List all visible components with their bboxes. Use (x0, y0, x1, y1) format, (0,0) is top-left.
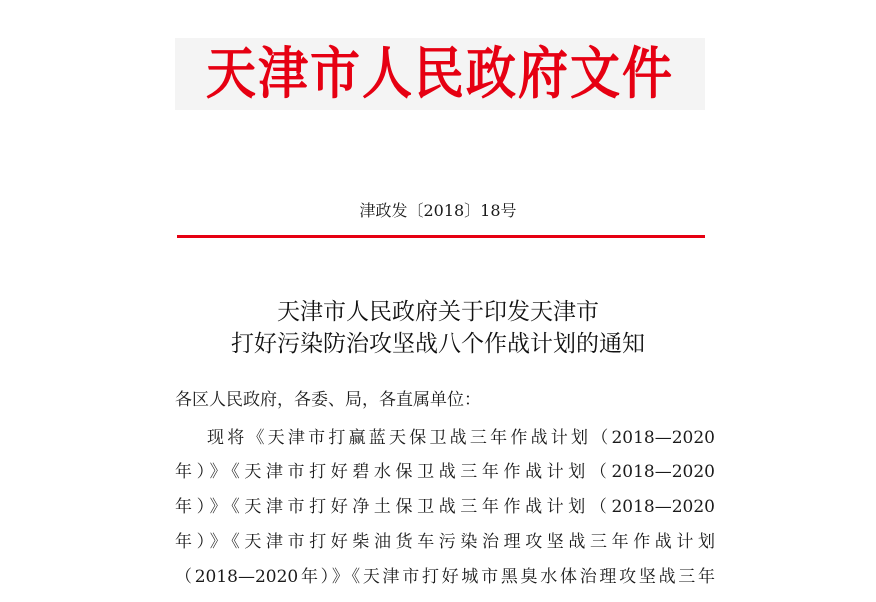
body-line-3: 年）》《天津市打好净土保卫战三年作战计划（2018—2020 (175, 497, 715, 517)
document-title-line-2: 打好污染防治攻坚战八个作战计划的通知 (231, 331, 645, 357)
masthead-title: 天津市人民政府文件 (206, 40, 674, 107)
red-divider-line (177, 235, 705, 238)
document-number: 津政发〔2018〕18号 (359, 201, 517, 220)
body-line-1: 现将《天津市打赢蓝天保卫战三年作战计划（2018—2020 (207, 428, 715, 448)
document-masthead (175, 38, 705, 110)
body-line-4: 年）》《天津市打好柴油货车污染治理攻坚战三年作战计划 (175, 532, 715, 552)
body-line-2: 年）》《天津市打好碧水保卫战三年作战计划（2018—2020 (175, 462, 715, 482)
body-line-5: （2018—2020年）》《天津市打好城市黑臭水体治理攻坚战三年 (175, 567, 715, 587)
salutation: 各区人民政府，各委、局，各直属单位： (175, 390, 481, 410)
document-title-line-1: 天津市人民政府关于印发天津市 (277, 299, 599, 325)
